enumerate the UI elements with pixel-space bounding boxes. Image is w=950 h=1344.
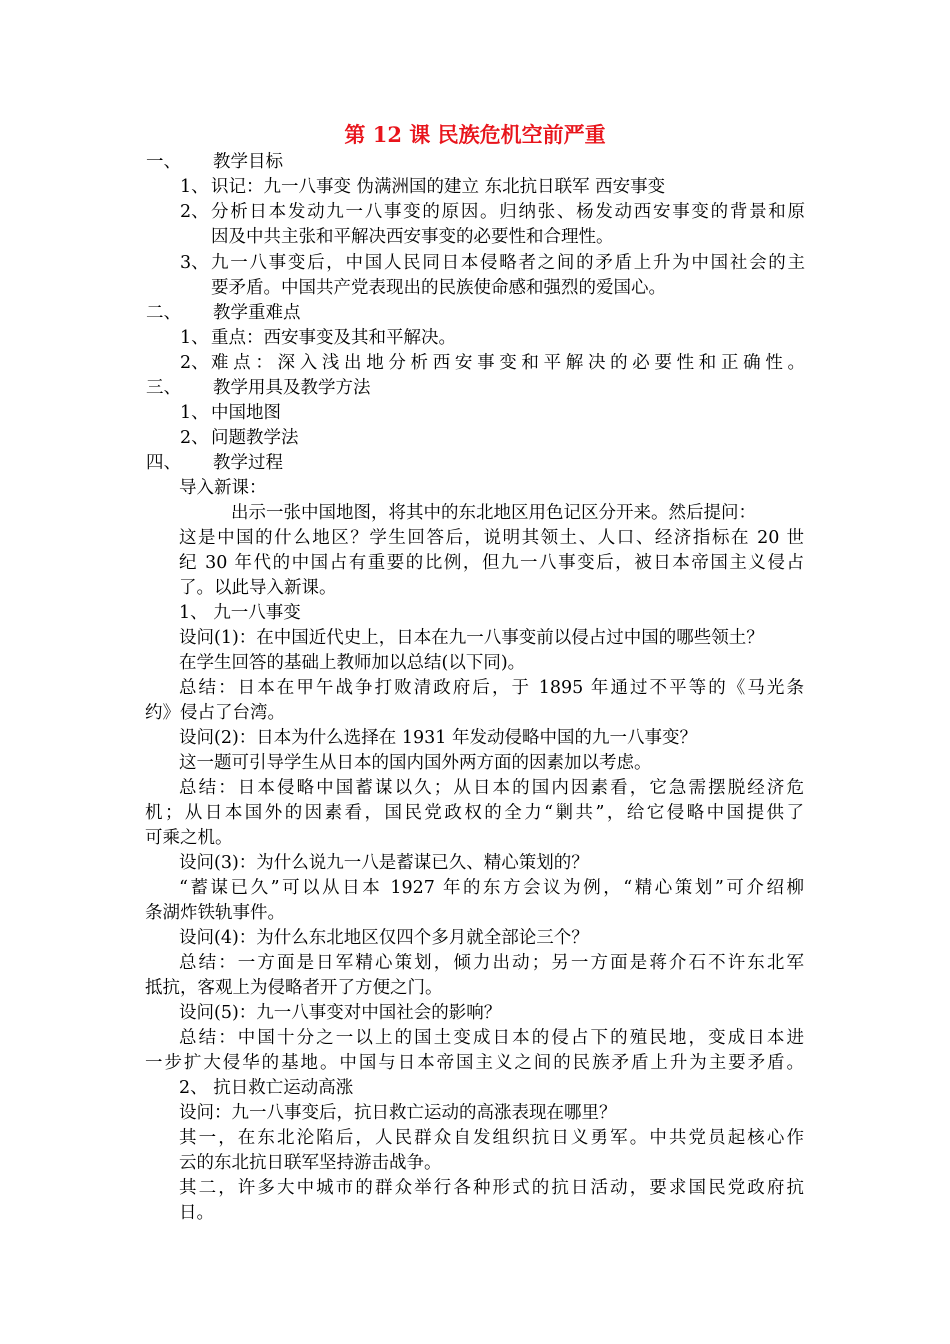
body-line: 可乘之机。: [145, 828, 233, 848]
item-text-continued: 因及中共主张和平解决西安事变的必要性和合理性。: [211, 227, 614, 247]
section-heading: 教学目标: [213, 152, 283, 172]
item-text: 中国地图: [211, 403, 281, 423]
item-text: 分析日本发动九一八事变的原因。归纳张、杨发动西安事变的背景和原: [211, 202, 805, 222]
body-line: 约》侵占了台湾。: [145, 703, 285, 723]
item-number: 1、: [180, 403, 209, 423]
body-line: 条湖炸铁轨事件。: [145, 903, 285, 923]
section-number: 四、: [146, 453, 181, 473]
body-line: 总结：一方面是日军精心策划，倾力出动；另一方面是蒋介石不许东北军: [179, 953, 804, 973]
page-title: 第 12 课 民族危机空前严重: [344, 122, 606, 147]
item-text: 重点：西安事变及其和平解决。: [211, 328, 456, 348]
body-line: 这是中国的什么地区？学生回答后，说明其领土、人口、经济指标在 20 世: [179, 528, 804, 548]
item-number: 2、: [180, 202, 209, 222]
body-line: 了。以此导入新课。: [179, 578, 337, 598]
item-text: 难点：深入浅出地分析西安事变和平解决的必要性和正确性。: [211, 353, 805, 373]
section-heading: 教学重难点: [213, 303, 301, 323]
body-line: 设问：九一八事变后，抗日救亡运动的高涨表现在哪里？: [179, 1103, 617, 1123]
item-text: 识记：九一八事变 伪满洲国的建立 东北抗日联军 西安事变: [211, 177, 666, 197]
body-line: 设问(1)：在中国近代史上，日本在九一八事变前以侵占过中国的哪些领土？: [179, 628, 764, 648]
body-line: 这一题可引导学生从日本的国内国外两方面的因素加以考虑。: [179, 753, 652, 773]
body-line: 总结：日本在甲午战争打败清政府后，于 1895 年通过不平等的《马光条: [179, 678, 804, 698]
item-text: 九一八事变后，中国人民同日本侵略者之间的矛盾上升为中国社会的主: [211, 253, 805, 273]
body-line: 设问(5)：九一八事变对中国社会的影响？: [179, 1003, 502, 1023]
body-line: 机；从日本国外的因素看，国民党政权的全力“剿共”，给它侵略中国提供了: [145, 803, 804, 823]
item-number: 1、: [180, 328, 209, 348]
body-line: 总结：中国十分之一以上的国土变成日本的侵占下的殖民地，变成日本进: [179, 1028, 804, 1048]
body-line: 一步扩大侵华的基地。中国与日本帝国主义之间的民族矛盾上升为主要矛盾。: [145, 1053, 804, 1073]
item-text: 问题教学法: [211, 428, 299, 448]
body-line: 其二，许多大中城市的群众举行各种形式的抗日活动，要求国民党政府抗: [179, 1178, 804, 1198]
item-number: 3、: [180, 253, 209, 273]
body-line: 总结：日本侵略中国蓄谋以久；从日本的国内因素看，它急需摆脱经济危: [179, 778, 804, 798]
body-line: 2、 抗日救亡运动高涨: [179, 1078, 354, 1098]
section-number: 二、: [146, 303, 181, 323]
section-number: 一、: [146, 152, 181, 172]
body-line: 其一，在东北沦陷后，人民群众自发组织抗日义勇军。中共党员起核心作: [179, 1128, 804, 1148]
section-heading: 教学过程: [213, 453, 283, 473]
body-line: 1、 九一八事变: [179, 603, 301, 623]
section-number: 三、: [146, 378, 181, 398]
body-line: 日。: [179, 1203, 214, 1223]
body-line: 抵抗，客观上为侵略者开了方便之门。: [145, 978, 443, 998]
body-line: 云的东北抗日联军坚持游击战争。: [179, 1153, 442, 1173]
body-line: 纪 30 年代的中国占有重要的比例，但九一八事变后，被日本帝国主义侵占: [179, 553, 804, 573]
item-text-continued: 要矛盾。中国共产党表现出的民族使命感和强烈的爱国心。: [211, 278, 666, 298]
body-line: 出示一张中国地图，将其中的东北地区用色记区分开来。然后提问：: [231, 503, 756, 523]
item-number: 1、: [180, 177, 209, 197]
body-line: 设问(2)：日本为什么选择在 1931 年发动侵略中国的九一八事变？: [179, 728, 697, 748]
item-number: 2、: [180, 353, 209, 373]
section-heading: 教学用具及教学方法: [213, 378, 371, 398]
body-line: 导入新课：: [179, 478, 267, 498]
body-line: “蓄谋已久”可以从日本 1927 年的东方会议为例，“精心策划”可介绍柳: [179, 878, 804, 898]
body-line: 在学生回答的基础上教师加以总结(以下同)。: [179, 653, 526, 673]
body-line: 设问(4)：为什么东北地区仅四个多月就全部论三个？: [179, 928, 589, 948]
item-number: 2、: [180, 428, 209, 448]
body-line: 设问(3)：为什么说九一八是蓄谋已久、精心策划的？: [179, 853, 589, 873]
